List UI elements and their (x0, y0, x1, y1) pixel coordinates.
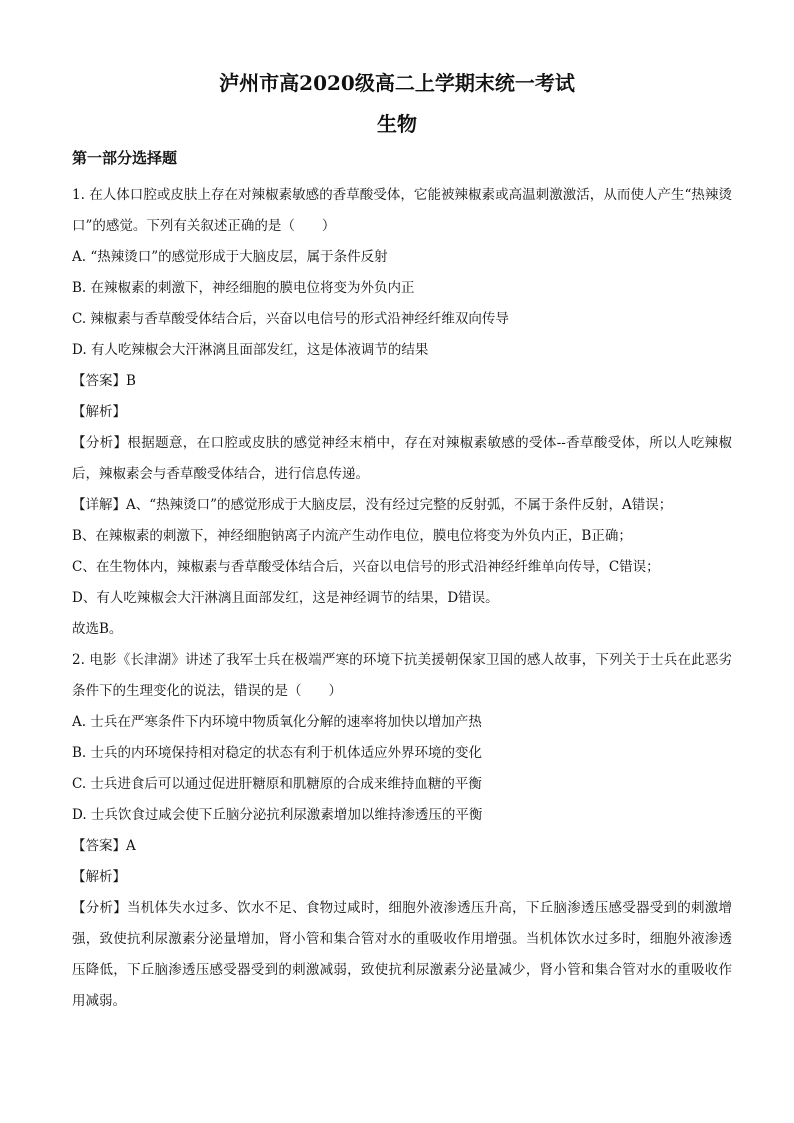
question-1-detail-c: C、在生物体内，辣椒素与香草酸受体结合后，兴奋以电信号的形式沿神经纤维单向传导，C错误； (72, 559, 660, 575)
question-1-stem: 1. 在人体口腔或皮肤上存在对辣椒素敏感的香草酸受体，它能被辣椒素或高温刺激激活，从而使人产生“热辣烫口”的感觉。下列有关叙述正确的是（ ） (72, 187, 732, 234)
question-1-analysis: 【分析】根据题意，在口腔或皮肤的感觉神经末梢中，存在对辣椒素敏感的受体--香草酸受体，所以人吃辣椒后，辣椒素会与香草酸受体结合，进行信息传递。 (72, 435, 732, 482)
question-2-option-b: B. 士兵的内环境保持相对稳定的状态有利于机体适应外界环境的变化 (72, 745, 483, 761)
document-subject: 生物 (377, 112, 417, 136)
section-title: 第一部分选择题 (72, 149, 178, 167)
document-body (72, 180, 732, 1017)
question-2-option-c: C. 士兵进食后可以通过促进肝糖原和肌糖原的合成来维持血糖的平衡 (72, 776, 482, 792)
question-2-stem: 2. 电影《长津湖》讲述了我军士兵在极端严寒的环境下抗美援朝保家卫国的感人故事，下列关于士兵在此恶劣条件下的生理变化的说法，错误的是（ ） (72, 652, 732, 699)
question-1-option-c: C. 辣椒素与香草酸受体结合后，兴奋以电信号的形式沿神经纤维双向传导 (72, 311, 509, 327)
question-1-analysis-label: 【解析】 (72, 404, 126, 420)
question-1-detail-a: 【详解】A、“热辣烫口”的感觉形成于大脑皮层，没有经过完整的反射弧，不属于条件反射，A错误； (72, 497, 673, 513)
question-1-option-d: D. 有人吃辣椒会大汗淋漓且面部发红，这是体液调节的结果 (72, 342, 429, 358)
question-1-detail-b: B、在辣椒素的刺激下，神经细胞钠离子内流产生动作电位，膜电位将变为外负内正，B正确； (72, 528, 632, 544)
question-2-option-d: D. 士兵饮食过咸会使下丘脑分泌抗利尿激素增加以维持渗透压的平衡 (72, 807, 483, 823)
question-1-option-b: B. 在辣椒素的刺激下，神经细胞的膜电位将变为外负内正 (72, 280, 415, 296)
question-1-option-a: A. “热辣烫口”的感觉形成于大脑皮层，属于条件反射 (72, 249, 388, 265)
question-1-detail-d: D、有人吃辣椒会大汗淋漓且面部发红，这是神经调节的结果，D错误。 (72, 590, 499, 606)
document-title: 泸州市高2020级高二上学期末统一考试 (219, 71, 575, 95)
question-1-answer: 【答案】B (72, 373, 136, 389)
question-1-conclusion: 故选B。 (72, 621, 123, 637)
question-2-analysis: 【分析】当机体失水过多、饮水不足、食物过咸时，细胞外液渗透压升高，下丘脑渗透压感受器受到的刺激增强，致使抗利尿激素分泌量增加，肾小管和集合管对水的重吸收作用增强。当机体饮水过多时，细胞外液渗透压降低，下丘脑渗透压感受器受到的刺激减弱，致使抗利尿激素分泌量减少，肾小管和集合管对水的重吸收作用减弱。 (72, 900, 732, 1009)
question-2-answer: 【答案】A (72, 838, 136, 854)
question-2-analysis-label: 【解析】 (72, 869, 126, 885)
question-2-option-a: A. 士兵在严寒条件下内环境中物质氧化分解的速率将加快以增加产热 (72, 714, 482, 730)
